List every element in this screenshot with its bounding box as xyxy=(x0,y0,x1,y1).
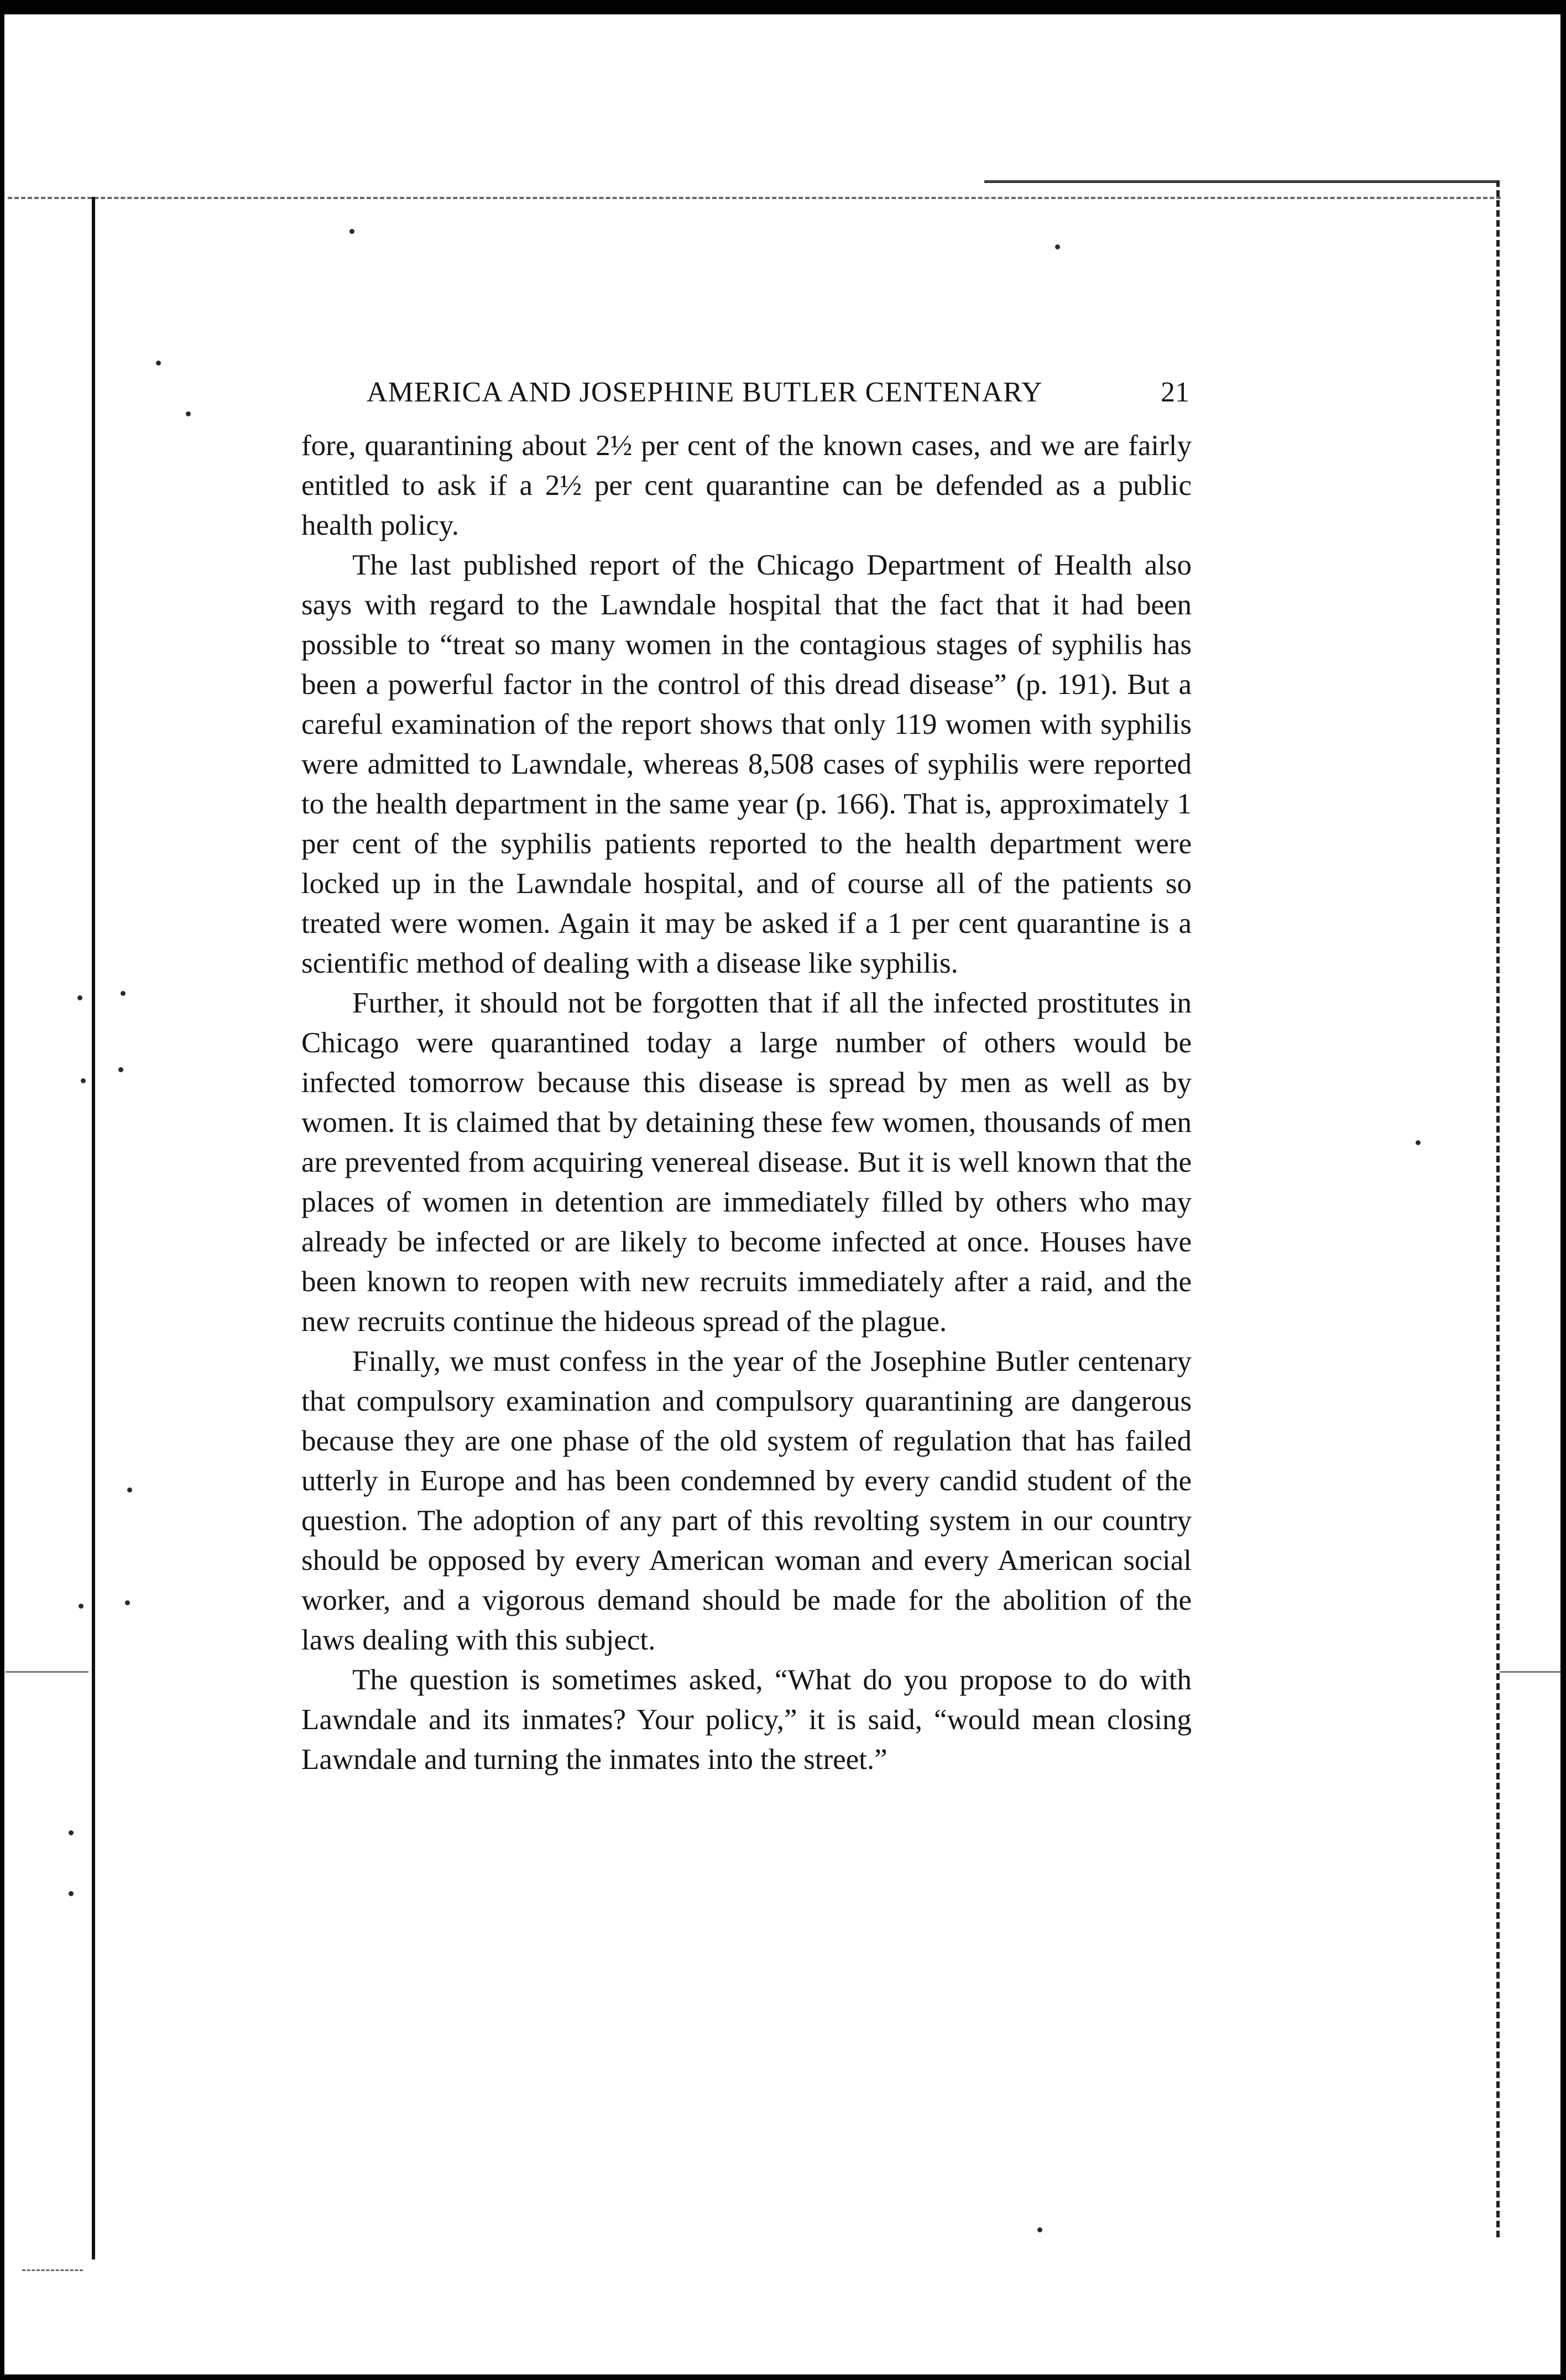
body-text xyxy=(301,426,1192,1779)
page-edge-left xyxy=(92,197,95,2259)
page-edge-top xyxy=(8,197,1501,199)
page-edge-right xyxy=(1496,180,1500,2237)
running-head xyxy=(301,376,1192,426)
scan-speck xyxy=(81,1078,86,1083)
scan-speck xyxy=(186,411,191,416)
fold-mark-right xyxy=(1500,1671,1560,1673)
scan-speck xyxy=(1055,244,1060,249)
paragraph-2: The last published report of the Chicago Department of Health also says with regard to the Lawndale hospital that the fact that it had been possible to “treat so many women in the contagious stages of syphilis has been a powerful factor in the control of this dread disease” (p. 191). But a careful examination of the report shows that only 119 women with syphilis were admitted to Lawndale, whereas 8,508 cases of syphilis were reported to the health department in the same year (p. 166). That is, approximately 1 per cent of the syphilis patients reported to the health department were locked up in the Lawndale hospital, and of course all of the patients so treated were women. Again it may be asked if a 1 per cent quarantine is a scientific method of dealing with a disease like syphilis. xyxy=(301,549,1192,979)
page-edge-bottom-left xyxy=(22,2269,83,2271)
paragraph-1: fore, quarantining about 2½ per cent of the known cases, and we are fairly entitled to ask if a 2½ per cent quarantine can be defended as a public health policy. xyxy=(301,430,1192,541)
running-title: AMERICA AND JOSEPHINE BUTLER CENTENARY xyxy=(367,377,1043,408)
scan-speck xyxy=(349,229,354,234)
scan-speck xyxy=(121,991,126,996)
scan-speck xyxy=(1416,1140,1421,1145)
page-number: 21 xyxy=(1161,377,1189,408)
paragraph-3: Further, it should not be forgotten that if all the infected prostitutes in Chicago were quarantined today a large number of others would be infected tomorrow because this disease is spread by men as well as by women. It is claimed that by detaining these few women, thousands of men are prevented from acquiring venereal disease. But it is well known that the places of women in detention are immediately filled by others who may already be infected or are likely to become infected at once. Houses have been known to reopen with new recruits immediately after a raid, and the new recruits continue the hideous spread of the plague. xyxy=(301,987,1192,1338)
scan-speck xyxy=(118,1067,123,1072)
scan-speck xyxy=(77,995,82,1000)
scan-speck xyxy=(127,1488,132,1492)
scan-speck xyxy=(156,361,161,366)
page-content xyxy=(301,376,1192,1779)
scan-speck xyxy=(125,1600,130,1605)
scan-speck xyxy=(69,1830,74,1835)
scan-speck xyxy=(1037,2227,1042,2232)
scan-speck xyxy=(79,1604,83,1609)
paragraph-5: The question is sometimes asked, “What do you propose to do with Lawndale and its inmates? Your policy,” it is said, “would mean closing Lawndale and turning the inmates into the street.” xyxy=(301,1664,1192,1776)
paragraph-4: Finally, we must confess in the year of the Josephine Butler centenary that compulsory examination and compulsory quarantining are dangerous because they are one phase of the old system of regulation that has failed utterly in Europe and has been condemned by every candid student of the question. The adoption of any part of this revolting system in our country should be opposed by every American woman and every American social worker, and a vigorous demand should be made for the abolition of the laws dealing with this subject. xyxy=(301,1345,1192,1656)
page-edge-top-solid xyxy=(984,180,1499,183)
scan-speck xyxy=(69,1891,74,1896)
fold-mark-left xyxy=(6,1671,88,1673)
